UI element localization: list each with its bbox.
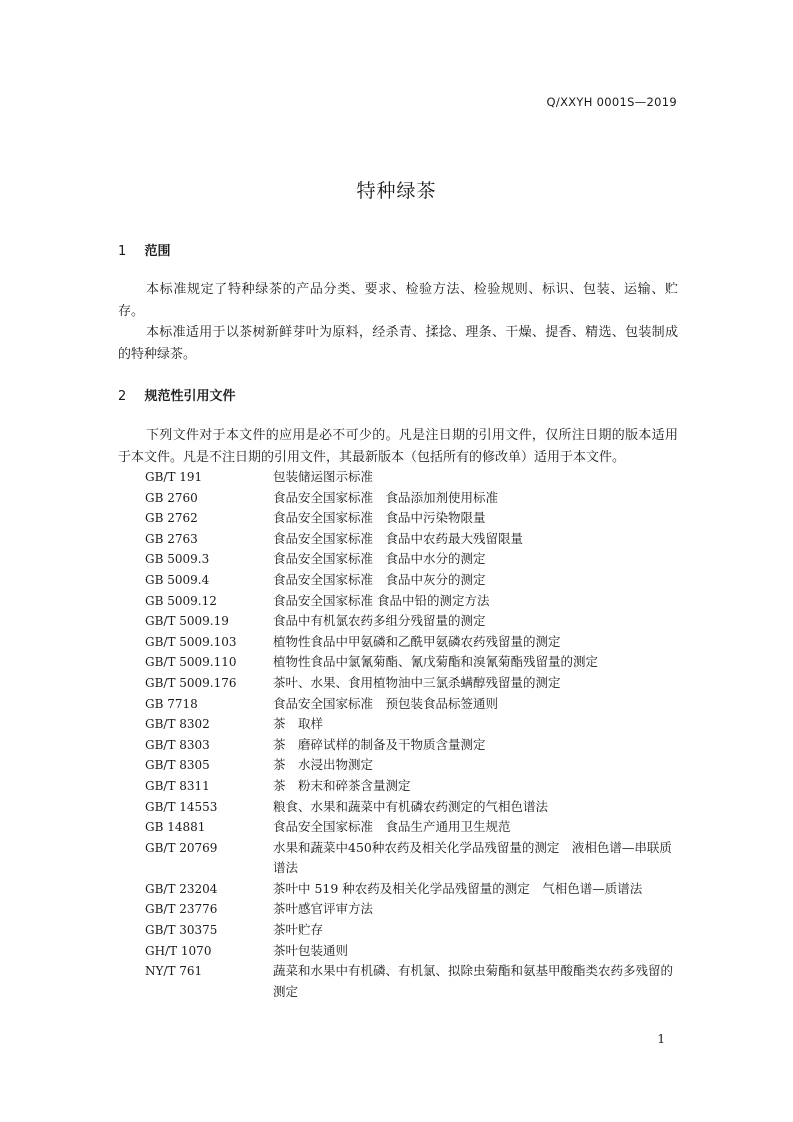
reference-title: 茶 取样 <box>273 716 324 732</box>
standard-code: Q/XXYH 0001S—2019 <box>546 95 677 109</box>
reference-row <box>145 838 685 879</box>
reference-code: NY/T 761 <box>145 964 203 979</box>
reference-code: GB 2762 <box>145 511 198 526</box>
reference-code: GB/T 5009.103 <box>145 634 237 649</box>
section-2-intro: 下列文件对于本文件的应用是必不可少的。凡是注日期的引用文件，仅所注日期的版本适用于本文件。凡是不注日期的引用文件，其最新版本（包括所有的修改单）适用于本文件。 <box>118 428 678 465</box>
reference-row <box>145 755 685 776</box>
reference-title: 蔬菜和水果中有机磷、有机氯、拟除虫菊酯和氨基甲酸酯类农药多残留的测定 <box>273 963 674 999</box>
reference-title: 食品安全国家标准 食品中农药最大残留限量 <box>273 530 524 546</box>
reference-code: GB/T 191 <box>145 470 203 484</box>
reference-title: 食品安全国家标准 食品中污染物限量 <box>273 510 486 526</box>
reference-title: 植物性食品中甲氨磷和乙酰甲氨磷农药残留量的测定 <box>273 633 561 649</box>
reference-row <box>145 714 685 735</box>
reference-title: 粮食、水果和蔬菜中有机磷农药测定的气相色谱法 <box>273 798 549 814</box>
reference-code: GB/T 8305 <box>145 758 210 773</box>
reference-row <box>145 694 685 715</box>
reference-code: GB 2760 <box>145 490 198 505</box>
reference-title: 食品安全国家标准 食品添加剂使用标准 <box>273 489 499 505</box>
section-1-title: 范围 <box>144 244 171 259</box>
reference-title: 包装储运图示标准 <box>273 469 374 484</box>
reference-row <box>145 735 685 756</box>
reference-code: GB/T 5009.176 <box>145 675 237 690</box>
section-1-paragraph-1: 本标准规定了特种绿茶的产品分类、要求、检验方法、检验规则、标识、包装、运输、贮存。 <box>118 282 678 319</box>
reference-title: 茶叶贮存 <box>273 922 324 938</box>
reference-code: GB/T 30375 <box>145 923 218 938</box>
reference-row <box>145 467 685 488</box>
reference-row <box>145 776 685 797</box>
reference-row <box>145 591 685 612</box>
reference-title: 茶叶、水果、食用植物油中三氯杀螨醇残留量的测定 <box>273 674 561 690</box>
reference-row <box>145 961 685 1002</box>
reference-title: 茶 粉末和碎茶含量测定 <box>273 777 411 793</box>
section-2-heading <box>118 385 236 404</box>
section-1-heading <box>118 240 171 259</box>
reference-title: 茶叶包装通则 <box>273 942 349 958</box>
reference-row <box>145 879 685 900</box>
reference-row <box>145 941 685 962</box>
reference-row <box>145 632 685 653</box>
reference-row <box>145 899 685 920</box>
reference-row <box>145 508 685 529</box>
reference-title: 茶 水浸出物测定 <box>273 757 374 773</box>
reference-list <box>145 467 685 1002</box>
reference-code: GB/T 23776 <box>145 902 218 917</box>
reference-code: GH/T 1070 <box>145 943 212 958</box>
reference-code: GB/T 8303 <box>145 737 210 752</box>
reference-title: 植物性食品中氯氰菊酯、氰戊菊酯和溴氰菊酯残留量的测定 <box>273 654 599 670</box>
reference-row <box>145 488 685 509</box>
reference-code: GB/T 8311 <box>145 778 210 793</box>
reference-row <box>145 652 685 673</box>
reference-code: GB 14881 <box>145 820 206 835</box>
reference-title: 食品安全国家标准 食品中水分的测定 <box>273 551 486 567</box>
section-1-paragraph-2: 本标准适用于以茶树新鲜芽叶为原料，经杀青、揉捻、理条、干燥、提香、精选、包装制成的特种绿茶。 <box>118 325 678 362</box>
reference-title: 食品中有机氯农药多组分残留量的测定 <box>273 613 486 629</box>
reference-row <box>145 797 685 818</box>
reference-row <box>145 920 685 941</box>
reference-code: GB 7718 <box>145 696 198 711</box>
reference-title: 水果和蔬菜中450种农药及相关化学品残留量的测定 液相色谱—串联质谱法 <box>273 839 672 876</box>
reference-code: GB 2763 <box>145 531 198 546</box>
reference-title: 茶叶中 519 种农药及相关化学品残留量的测定 气相色谱—质谱法 <box>273 880 643 896</box>
reference-code: GB 5009.3 <box>145 552 210 567</box>
reference-row <box>145 611 685 632</box>
section-2-number: 2 <box>118 389 127 404</box>
reference-title: 食品安全国家标准 预包装食品标签通则 <box>273 695 499 711</box>
section-1-number: 1 <box>118 244 127 259</box>
reference-row <box>145 570 685 591</box>
reference-row <box>145 529 685 550</box>
reference-code: GB 5009.4 <box>145 572 210 587</box>
page-number: 1 <box>657 1032 665 1046</box>
reference-title: 茶叶感官评审方法 <box>273 901 374 917</box>
reference-row <box>145 817 685 838</box>
section-2-title: 规范性引用文件 <box>144 389 236 404</box>
reference-code: GB 5009.12 <box>145 593 217 608</box>
reference-row <box>145 549 685 570</box>
reference-row <box>145 673 685 694</box>
reference-code: GB/T 5009.110 <box>145 655 237 670</box>
reference-title: 食品安全国家标准 食品中铅的测定方法 <box>273 592 490 608</box>
reference-code: GB/T 8302 <box>145 717 210 732</box>
reference-code: GB/T 23204 <box>145 881 218 896</box>
reference-title: 食品安全国家标准 食品生产通用卫生规范 <box>273 819 511 835</box>
reference-code: GB/T 5009.19 <box>145 614 229 629</box>
document-title: 特种绿茶 <box>356 180 437 202</box>
reference-code: GB/T 20769 <box>145 840 218 855</box>
reference-title: 食品安全国家标准 食品中灰分的测定 <box>273 571 486 587</box>
reference-title: 茶 磨碎试样的制备及干物质含量测定 <box>273 736 486 752</box>
reference-code: GB/T 14553 <box>145 799 218 814</box>
